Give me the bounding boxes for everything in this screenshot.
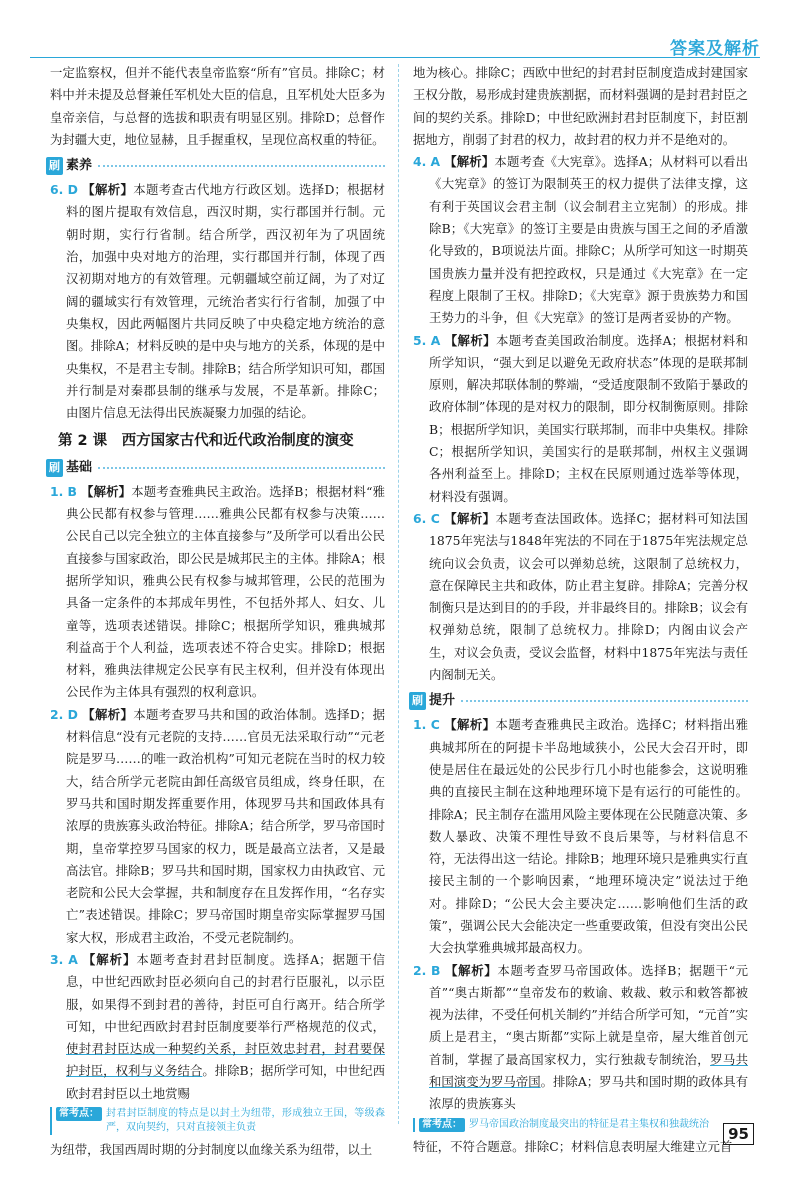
answer-item-3 <box>50 949 385 1105</box>
left-tail: 为纽带，我国西周时期的分封制度以血缘关系为纽带，以土 <box>50 1142 373 1158</box>
item-jiexi: 【解析】 <box>444 154 495 170</box>
item-text: 本题考查法国政体。选择C；据材料可知法国1875年宪法与1848年宪法的不同在于1875年宪法规定总统向议会负责，议会可以弹劾总统，这限制了总统权力，意在保障民主共和政体，防止君主复辟。排除A；完善分权制衡只是达到目的的手段，并非最终目的。排除B；议会有权弹劾总统，限制了总统权力。排除D；内阁由议会产生，对议会负责，受议会监督，材料中1875年宪法与责任内阁制无关。 <box>429 510 749 683</box>
item-text-continued: 。排除A；罗马共和国时期的政体具有浓厚的贵族寡头 <box>429 1074 748 1112</box>
item-text: 本题考查封君封臣制度。选择A；据题干信息，中世纪西欧封臣必须向自己的封君行臣服礼，以示臣服，如果得不到封君的善待，封臣可自行离开。结合所学可知，中世纪西欧封君封臣制度要举行严格规范的仪式， <box>66 951 385 1034</box>
section-badge: 刷 <box>409 692 426 710</box>
section-badge: 刷 <box>46 157 63 175</box>
section-suyang <box>46 155 385 177</box>
item-jiexi: 【解析】 <box>444 332 496 348</box>
answer-item-6 <box>413 508 748 686</box>
header-title: 答案及解析 <box>670 39 760 59</box>
item-number: 1. <box>413 717 427 733</box>
key-point-tag: 常考点： <box>56 1107 102 1121</box>
answer-item-2 <box>50 704 385 949</box>
section-dotted-rule <box>98 467 385 469</box>
item-text: 本题考查美国政治制度。选择A；根据材料和所学知识，“强大到足以避免无政府状态”体现的是联邦制原则，解决邦联体制的弊端，“受适度限制不致陷于暴政的政府体制”体现的是对权力的限制，即分权制衡原则。排除B；根据所学知识，美国实行联邦制，而非中央集权。排除C；根据所学知识，美国实行的是联邦制，州权主义强调各州利益至上。排除D；主权在民原则通过选举等体现，材料没有强调。 <box>429 332 748 504</box>
item-underlined-text: 使封君封臣达成一种契约关系，封臣效忠封君，封君要保护封臣，权利与义务结合 <box>66 1041 385 1079</box>
section-label: 提升 <box>429 693 456 709</box>
header-rule <box>30 57 760 58</box>
item-underlined-text: 罗马共和国演变为罗马帝国 <box>429 1051 749 1090</box>
item-jiexi: 【解析】 <box>443 717 496 733</box>
item-number: 2. <box>50 706 64 722</box>
item-number: 4. <box>413 154 427 170</box>
answer-item-6 <box>50 179 385 424</box>
right-tail: 特征，不符合题意。排除C；材料信息表明屋大维建立元首 <box>413 1138 733 1154</box>
item-answer: A <box>430 154 441 170</box>
answer-item-1 <box>413 714 748 959</box>
item-jiexi: 【解析】 <box>81 706 134 722</box>
key-point-text: 罗马帝国政治制度最突出的特征是君主集权和独裁统治 <box>469 1118 709 1130</box>
section-dotted-rule <box>461 700 748 702</box>
page-number: 95 <box>723 1123 754 1145</box>
item-answer: C <box>430 717 440 733</box>
left-column <box>50 62 385 1161</box>
item-answer: A <box>68 951 78 967</box>
section-label: 基础 <box>66 459 93 475</box>
item-jiexi: 【解析】 <box>81 951 137 967</box>
item-text: 本题考查古代地方行政区划。选择D；根据材料的图片提取有效信息，西汉时期，实行郡国并行制。元朝时期，实行行省制。结合所学，西汉初年为了巩固统治，加强中央对地方的治理，实行郡国并行制，体现了西汉初期对地方的有效管理。元朝疆域空前辽阔，为了对辽阔的疆域实行有效管理，元统治者实行行省制，加强了中央集权，因此两幅图片共同反映了中央稳定地方统治的意图。排除A；材料反映的是中央与地方的关系，体现的是中央集权，不是君主专制。排除B；结合所学知识可知，郡国并行制是对秦郡县制的继承与发展，不是革新。排除C；由图片信息无法得出民族凝聚力加强的结论。 <box>66 182 386 421</box>
item-number: 6. <box>50 182 64 198</box>
key-point-note <box>50 1107 385 1135</box>
item-text: 本题考查《大宪章》。选择A；从材料可以看出《大宪章》的签订为限制英王的权力提供了法律支撑，这有利于英国议会君主制（议会制君主立宪制）的形成。排除B；《大宪章》的签订主要是由贵族与国王之间的矛盾激化导致的，B项说法片面。排除C；从所学可知这一时期英国贵族力量并没有把控政权，只是通过《大宪章》在一定程度上限制了王权。排除D；《大宪章》源于贵族势力和国王势力的斗争，但《大宪章》的签订是两者妥协的产物。 <box>429 154 748 326</box>
lesson-title: 第 2 课 西方国家古代和近代政治制度的演变 <box>58 433 354 450</box>
item-jiexi: 【解析】 <box>443 510 496 526</box>
item-answer: B <box>67 483 77 499</box>
item-text: 本题考查雅典民主政治。选择B；根据材料“雅典公民都有权参与管理……雅典公民都有权参与决策……公民自己以完全独立的主体直接参与”及所学可以看出公民直接参与国家政治，即公民是城邦民主的主体。排除A；根据所学知识，雅典公民有权参与城邦管理，公民的范围为具备一定条件的本邦成年男性，不包括外邦人、妇女、儿童等，选项表述错误。排除C；根据所学知识，雅典城邦利益高于个人利益，选项表述不符合史实。排除D；根据材料，雅典法律规定公民享有民主权利，但并没有体现出公民作为主体具有强烈的权利意识。 <box>66 483 385 700</box>
left-intro: 一定监察权，但并不能代表皇帝监察“所有”官员。排除C；材料中并未提及总督兼任军机处大臣的信息，且军机处大臣多为皇帝亲信，与总督的选拔和职责有明显区别。排除D；总督作为封疆大吏，地位显赫，且手握重权，呈现位高权重的特征。 <box>50 65 385 147</box>
section-jichu <box>46 457 385 479</box>
item-number: 2. <box>413 962 427 978</box>
item-jiexi: 【解析】 <box>80 483 132 499</box>
answer-item-2 <box>413 960 748 1116</box>
answer-item-1 <box>50 481 385 704</box>
item-answer: C <box>430 510 440 526</box>
section-label: 素养 <box>66 158 93 174</box>
key-point-text: 封君封臣制度的特点是以封土为纽带，形成独立王国，等级森严，双向契约，只对直接领主负责 <box>106 1108 385 1134</box>
section-tisheng <box>409 690 748 712</box>
item-answer: D <box>67 706 78 722</box>
item-number: 6. <box>413 510 427 526</box>
key-point-note <box>413 1118 748 1132</box>
answer-item-4 <box>413 151 748 329</box>
section-dotted-rule <box>98 165 385 167</box>
key-point-tag: 常考点： <box>419 1118 465 1132</box>
section-badge: 刷 <box>46 459 63 477</box>
item-jiexi: 【解析】 <box>81 182 134 198</box>
item-answer: B <box>430 962 441 978</box>
item-answer: D <box>67 182 78 198</box>
item-text: 本题考查罗马帝国政体。选择B；据题干“元首”“奥古斯都”“皇帝发布的敕谕、敕裁、敕示和敕答都被视为法律，不受任何机关制约”并结合所学可知，“元首”实质上是君主，“奥古斯都”实际上就是皇帝，屋大维首创元首制，掌握了最高国家权力，实行独裁专制统治， <box>429 962 748 1067</box>
column-divider <box>398 64 399 1124</box>
item-number: 5. <box>413 332 427 348</box>
item-text: 本题考查雅典民主政治。选择C；材料指出雅典城邦所在的阿提卡半岛地域狭小，公民大会召开时，即使是居住在最远处的公民步行几小时也能参会，这说明雅典的直接民主制在这种地理环境下是有运行的可能性的。排除A；民主制存在滥用风险主要体现在公民随意决策、多数人暴政、决策不理性导致不良后果等，与材料信息不符，无法得出这一结论。排除B；地理环境只是雅典实行直接民主制的一个影响因素，“地理环境决定”说法过于绝对。排除D；“公民大会主要决定……影响他们生活的政策”，强调公民大会能决定一些重要政策，但没有突出公民大会执掌雅典城邦最高权力。 <box>429 717 749 956</box>
item-jiexi: 【解析】 <box>444 962 498 978</box>
page-header <box>0 0 800 60</box>
right-column <box>413 62 748 1158</box>
item-text: 本题考查罗马共和国的政治体制。选择D；据材料信息“没有元老院的支持……官员无法采取行动”“元老院是罗马……的唯一政治机构”可知元老院在当时的权力较大，结合所学元老院由卸任高级官员组成，终身任职，在罗马共和国时期发挥重要作用，体现罗马共和国政体具有浓厚的贵族寡头政治特征。排除A；结合所学，罗马帝国时期，皇帝掌控罗马国家的权力，既是最高立法者，又是最高法官。排除B；罗马共和国时期，国家权力由执政官、元老院和公民大会掌握，共和制度存在且发挥作用，“名存实亡”表述错误。排除C；罗马帝国时期皇帝实际掌握罗马国家大权，形成君主政治，不受元老院制约。 <box>66 706 386 945</box>
item-text-continued: 。排除B；据所学可知，中世纪西欧封君封臣以土地赏赐 <box>66 1063 386 1101</box>
item-number: 1. <box>50 483 64 499</box>
answer-item-5 <box>413 330 748 508</box>
item-answer: A <box>430 332 441 348</box>
item-number: 3. <box>50 951 64 967</box>
right-intro: 地为核心。排除C；西欧中世纪的封君封臣制度造成封建国家王权分散，易形成封建贵族割据，而材料强调的是封君封臣之间的契约关系。排除D；中世纪欧洲封君封臣制度下，封臣割据地方，削弱了封君的权力，故封君的权力并不是绝对的。 <box>413 65 748 147</box>
